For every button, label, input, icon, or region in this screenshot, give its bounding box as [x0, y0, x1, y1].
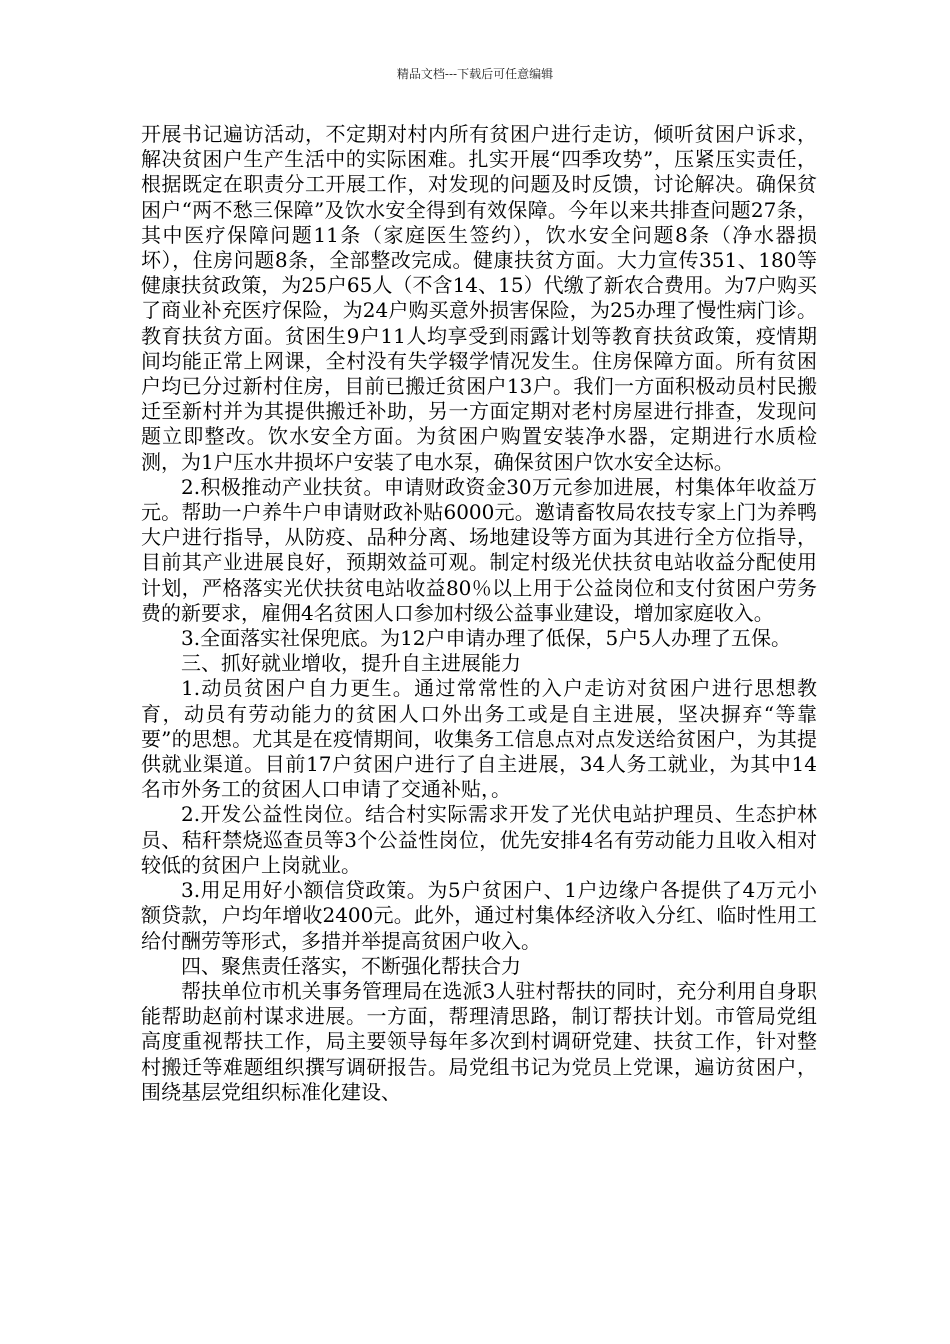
paragraph-assistance-unit: 帮扶单位市机关事务管理局在选派3人驻村帮扶的同时，充分利用自身职能帮助赵前村谋求进展。一方面，帮理清思路，制订帮扶计划。市管局党组高度重视帮扶工作，局主要领导每年多次到村调研党建、扶贫工作，针对整村搬迁等难题组织撰写调研报告。局党组书记为党员上党课，遍访贫困户，围绕基层党组织标准化建设、 [141, 978, 817, 1104]
document-body [141, 122, 817, 1105]
paragraph-microcredit: 3.用足用好小额信贷政策。为5户贫困户、1户边缘户各提供了4万元小额贷款，户均年增收2400元。此外，通过村集体经济收入分红、临时性用工给付酬劳等形式，多措并举提高贫困户收入。 [141, 878, 817, 953]
paragraph-poverty-visits: 开展书记遍访活动，不定期对村内所有贫困户进行走访，倾听贫困户诉求，解决贫困户生产生活中的实际困难。扎实开展“四季攻势”，压紧压实责任，根据既定在职责分工开展工作，对发现的问题及时反馈，讨论解决。确保贫困户“两不愁三保障”及饮水安全得到有效保障。今年以来共排查问题27条，其中医疗保障问题11条（家庭医生签约），饮水安全问题8条（净水器损坏），住房问题8条，全部整改完成。健康扶贫方面。大力宣传351、180等健康扶贫政策，为25户65人（不含14、15）代缴了新农合费用。为7户购买了商业补充医疗保险，为24户购买意外损害保险，为25办理了慢性病门诊。教育扶贫方面。贫困生9户11人均享受到雨露计划等教育扶贫政策，疫情期间均能正常上网课，全村没有失学辍学情况发生。住房保障方面。所有贫困户均已分过新村住房，目前已搬迁贫困户13户。我们一方面积极动员村民搬迁至新村并为其提供搬迁补助，另一方面定期对老村房屋进行排查，发现问题立即整改。饮水安全方面。为贫困户购置安装净水器，定期进行水质检测，为1户压水井损坏户安装了电水泵，确保贫困户饮水安全达标。 [141, 122, 817, 474]
page-header: 精品文档---下载后可任意编辑 [396, 67, 554, 81]
paragraph-social-security: 3.全面落实社保兜底。为12户申请办理了低保，5户5人办理了五保。 [181, 626, 791, 651]
section-heading-responsibility: 四、聚焦责任落实，不断强化帮扶合力 [181, 953, 521, 978]
paragraph-self-reliance: 1.动员贫困户自力更生。通过常常性的入户走访对贫困户进行思想教育，动员有劳动能力的贫困人口外出务工或是自主进展，坚决摒弃“等靠要”的思想。尤其是在疫情期间，收集务工信息点对点发送给贫困户，为其提供就业渠道。目前17户贫困户进行了自主进展，34人务工就业，为其中14名市外务工的贫困人口申请了交通补贴，。 [141, 676, 817, 802]
section-heading-employment: 三、抓好就业增收，提升自主进展能力 [181, 651, 521, 676]
paragraph-industry-support: 2.积极推动产业扶贫。申请财政资金30万元参加进展，村集体年收益万元。帮助一户养牛户申请财政补贴6000元。邀请畜牧局农技专家上门为养鸭大户进行指导，从防疫、品种分离、场地建设等方面为其进行全方位指导，目前其产业进展良好，预期效益可观。制定村级光伏扶贫电站收益分配使用计划，严格落实光伏扶贫电站收益80％以上用于公益岗位和支付贫困户劳务费的新要求，雇佣4名贫困人口参加村级公益事业建设，增加家庭收入。 [141, 474, 817, 625]
paragraph-public-welfare-jobs: 2.开发公益性岗位。结合村实际需求开发了光伏电站护理员、生态护林员、秸秆禁烧巡查员等3个公益性岗位，优先安排4名有劳动能力且收入相对较低的贫困户上岗就业。 [141, 802, 817, 877]
